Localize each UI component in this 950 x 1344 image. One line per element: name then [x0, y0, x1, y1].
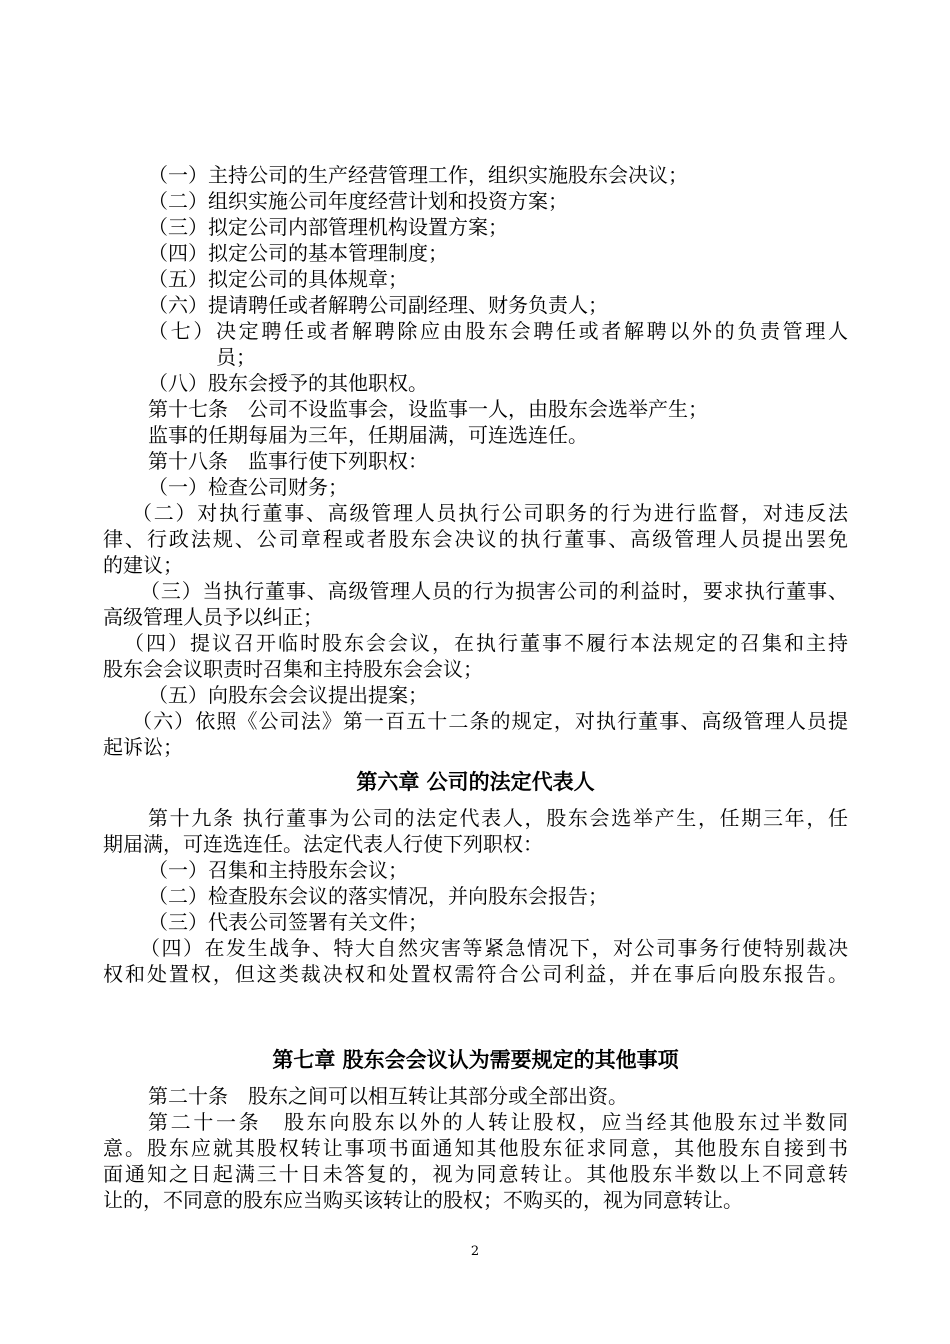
supervisor-item-5: （五）向股东会会议提出提案；	[148, 683, 428, 707]
rep-item-4: （四）在发生战争、特大自然灾害等紧急情况下，对公司事务行使特别裁决	[140, 936, 848, 960]
duty-item-5: （五）拟定公司的具体规章；	[148, 267, 408, 291]
rep-item-1: （一）召集和主持股东会议；	[148, 858, 408, 882]
supervisor-item-2: （二）对执行董事、高级管理人员执行公司职务的行为进行监督，对违反法	[132, 501, 848, 525]
article-18: 第十八条 监事行使下列职权：	[148, 449, 428, 473]
supervisor-item-2-cont: 律、行政法规、公司章程或者股东会决议的执行董事、高级管理人员提出罢免	[103, 527, 848, 551]
rep-item-3: （三）代表公司签署有关文件；	[148, 910, 428, 934]
duty-item-7-cont: 员；	[216, 345, 256, 369]
article-21: 第二十一条 股东向股东以外的人转让股权，应当经其他股东过半数同	[148, 1110, 848, 1134]
duty-item-2: （二）组织实施公司年度经营计划和投资方案；	[148, 189, 568, 213]
article-19: 第十九条 执行董事为公司的法定代表人，股东会选举产生，任期三年，任	[148, 806, 848, 830]
article-17: 第十七条 公司不设监事会，设监事一人，由股东会选举产生；	[148, 397, 708, 421]
duty-item-6: （六）提请聘任或者解聘公司副经理、财务负责人；	[148, 293, 608, 317]
chapter-7-heading: 第七章 股东会会议认为需要规定的其他事项	[272, 1048, 679, 1072]
chapter-6-heading: 第六章 公司的法定代表人	[356, 770, 595, 794]
article-19-cont: 期届满，可连选连任。法定代表人行使下列职权：	[103, 832, 543, 856]
supervisor-item-3-cont: 高级管理人员予以纠正；	[103, 605, 323, 629]
article-21-cont-2: 面通知之日起满三十日未答复的，视为同意转让。其他股东半数以上不同意转	[103, 1162, 848, 1186]
article-21-cont-3: 让的，不同意的股东应当购买该转让的股权；不购买的，视为同意转让。	[103, 1188, 743, 1212]
page-number: 2	[470, 1244, 480, 1259]
supervisor-item-2-end: 的建议；	[103, 553, 183, 577]
rep-item-4-cont: 权和处置权，但这类裁决权和处置权需符合公司利益，并在事后向股东报告。	[103, 962, 848, 986]
supervisor-item-6-cont: 起诉讼；	[103, 735, 183, 759]
supervisor-item-3: （三）当执行董事、高级管理人员的行为损害公司的利益时，要求执行董事、	[140, 579, 848, 603]
duty-item-8: （八）股东会授予的其他职权。	[148, 371, 428, 395]
article-20: 第二十条 股东之间可以相互转让其部分或全部出资。	[148, 1084, 628, 1108]
duty-item-3: （三）拟定公司内部管理机构设置方案；	[148, 215, 508, 239]
article-21-cont-1: 意。股东应就其股权转让事项书面通知其他股东征求同意，其他股东自接到书	[103, 1136, 848, 1160]
supervisor-item-4-cont: 股东会会议职责时召集和主持股东会会议；	[103, 657, 483, 681]
article-17-term: 监事的任期每届为三年，任期届满，可连选连任。	[148, 423, 588, 447]
supervisor-item-1: （一）检查公司财务；	[148, 475, 348, 499]
duty-item-1: （一）主持公司的生产经营管理工作，组织实施股东会决议；	[148, 163, 688, 187]
supervisor-item-4: （四）提议召开临时股东会会议，在执行董事不履行本法规定的召集和主持	[124, 631, 848, 655]
duty-item-4: （四）拟定公司的基本管理制度；	[148, 241, 448, 265]
duty-item-7: （七）决定聘任或者解聘除应由股东会聘任或者解聘以外的负责管理人	[148, 319, 848, 343]
rep-item-2: （二）检查股东会议的落实情况，并向股东会报告；	[148, 884, 608, 908]
supervisor-item-6: （六）依照《公司法》第一百五十二条的规定，对执行董事、高级管理人员提	[132, 709, 848, 733]
